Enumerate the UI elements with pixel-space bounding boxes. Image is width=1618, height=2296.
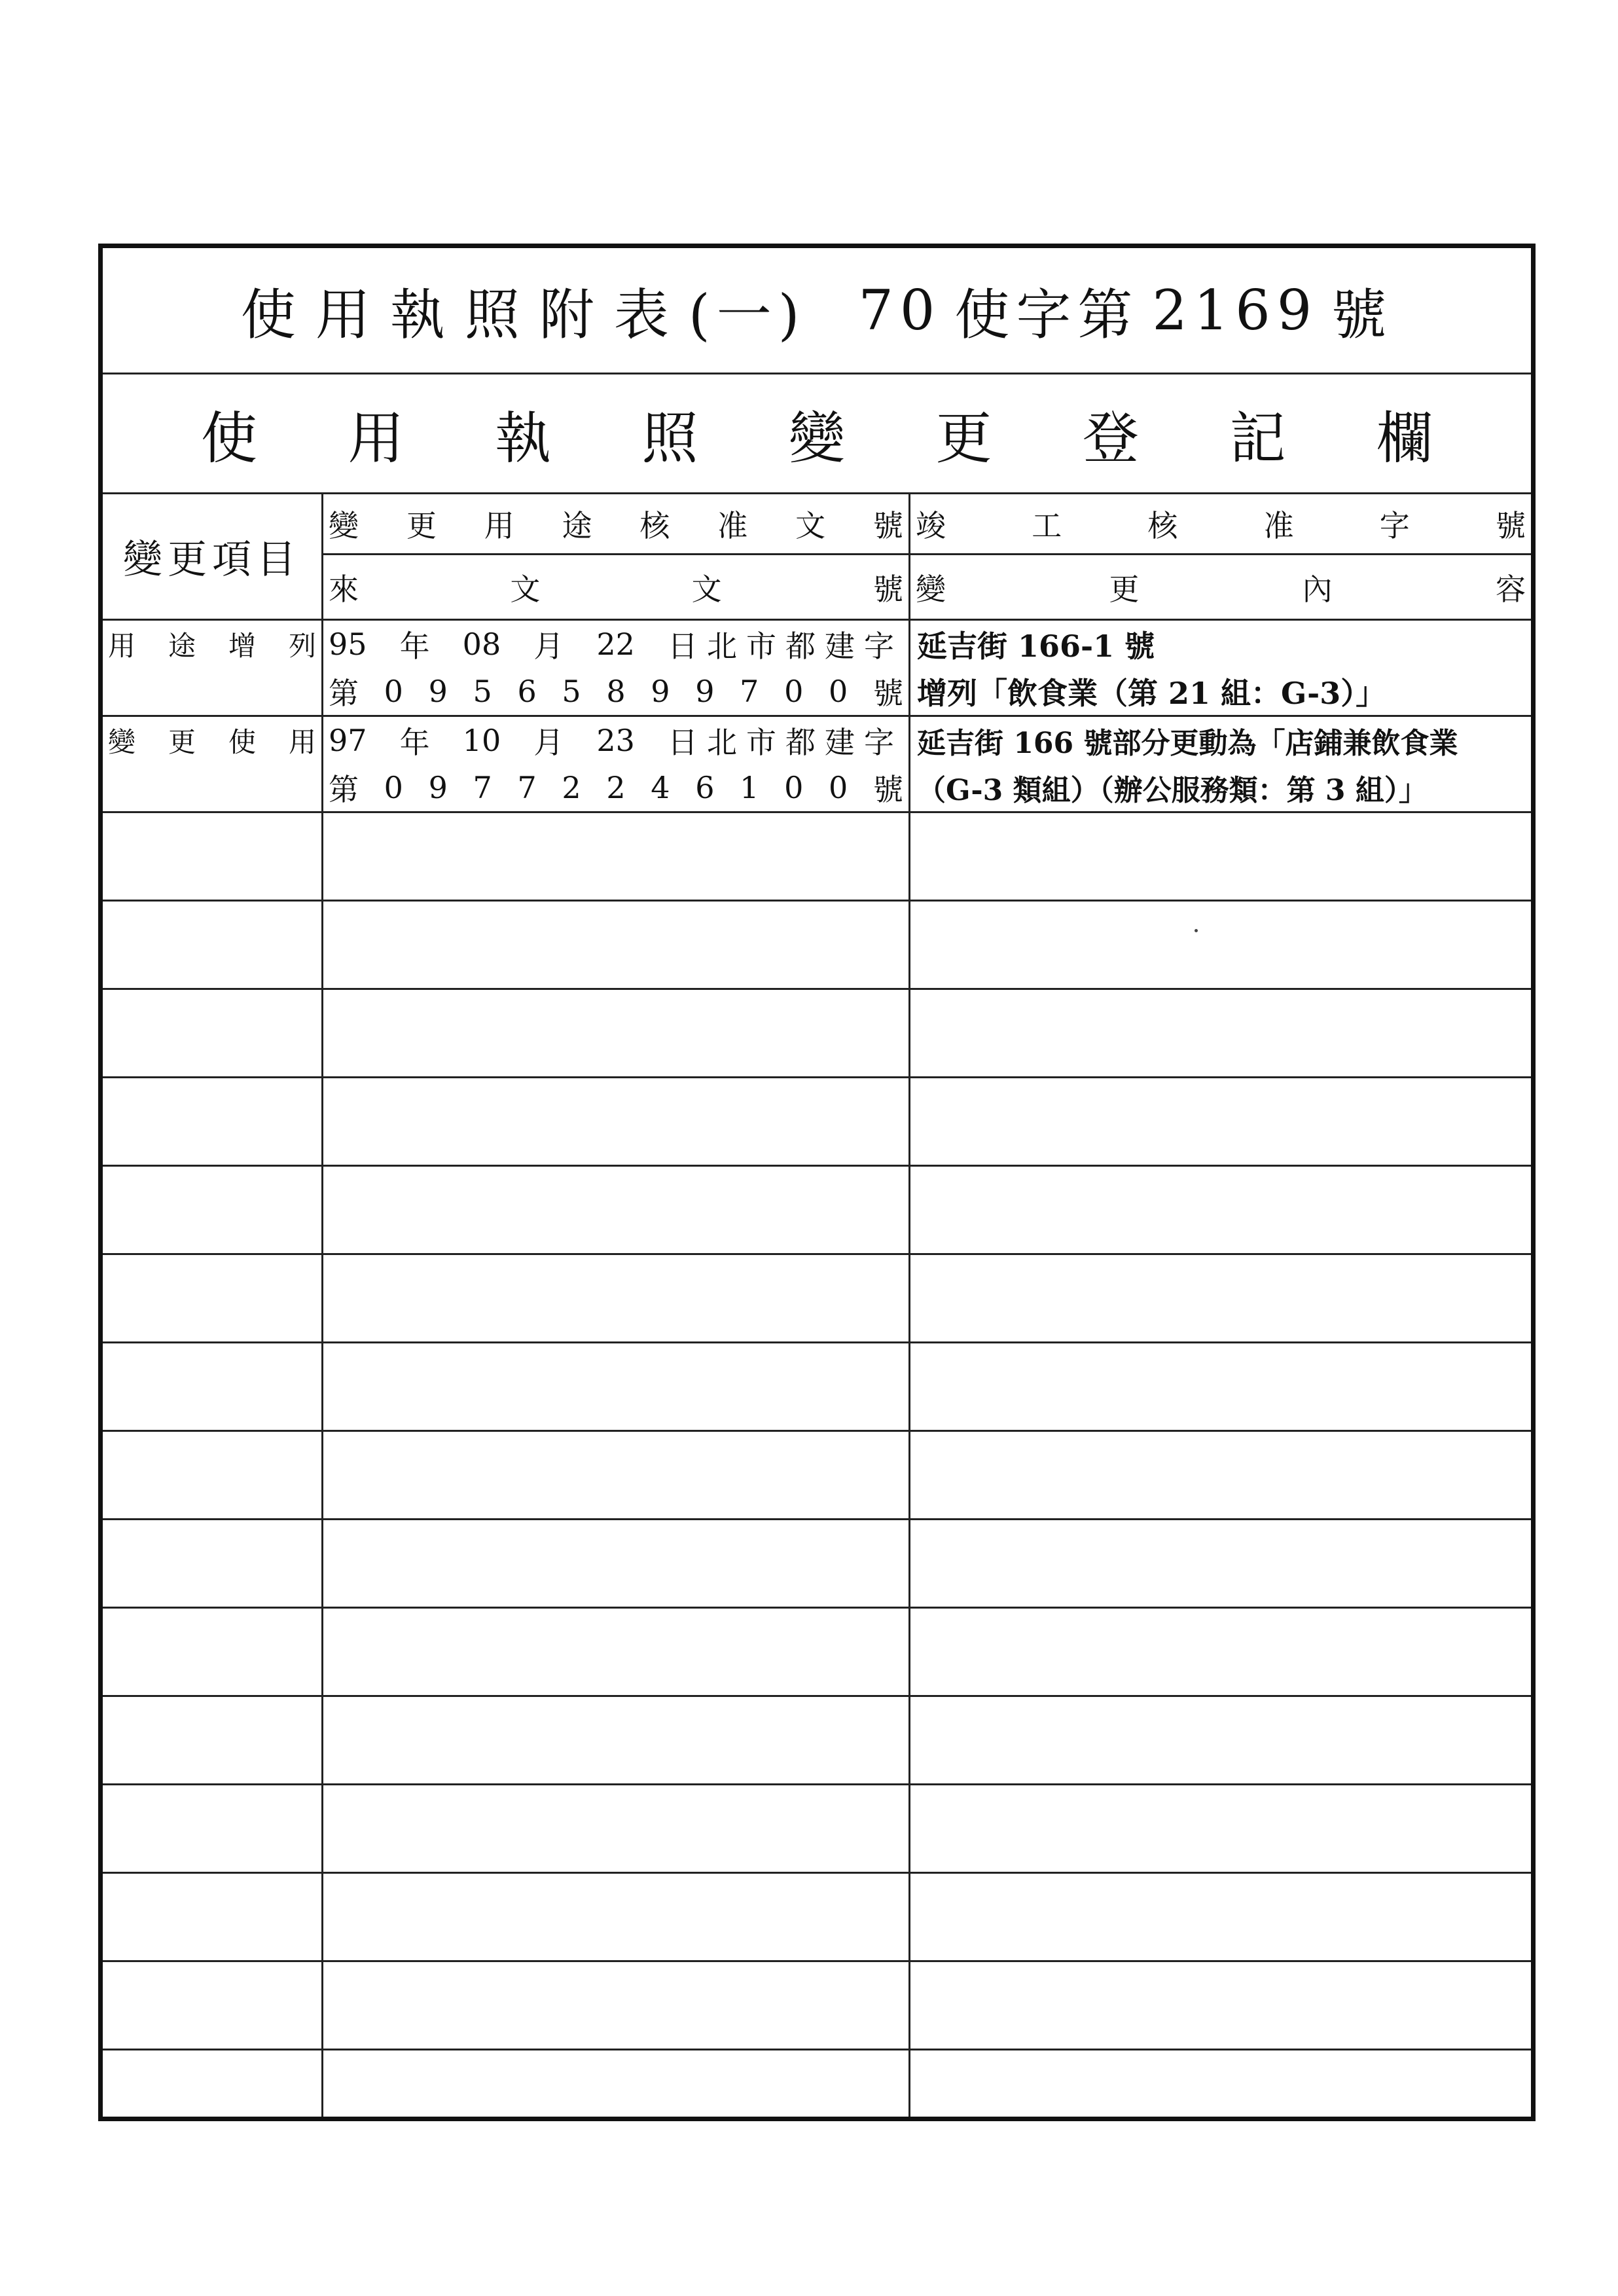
entry-number-digit: 1: [740, 770, 759, 805]
header-char: 核: [1147, 508, 1178, 543]
entry-doc-number: [323, 668, 908, 715]
row-divider: [103, 1076, 1531, 1078]
column-divider: [321, 492, 323, 2117]
entry-number-digit: 5: [473, 674, 492, 709]
header-char: 准: [717, 508, 748, 543]
entry-number-digit: 7: [473, 770, 492, 805]
license-number: 2169: [1152, 278, 1319, 342]
title-char: 使: [240, 282, 302, 347]
header-char: 途: [562, 508, 592, 543]
header-char: 變: [916, 571, 946, 607]
entry-item-char: 列: [288, 630, 316, 662]
header-char: 字: [1379, 508, 1410, 543]
header-char: 核: [639, 508, 670, 543]
entry-number-digit: 0: [784, 770, 804, 805]
row-divider: [103, 619, 1531, 621]
entry-number-digit: 0: [384, 674, 403, 709]
subtitle-char: 使: [201, 406, 257, 471]
entry-date-part: 95: [329, 627, 367, 662]
entry-item-char: 使: [228, 726, 256, 758]
header-char: 號: [1495, 508, 1526, 543]
entry-number-digit: 2: [562, 770, 581, 805]
header-char: 容: [1495, 571, 1526, 607]
column-header-content: [910, 555, 1531, 619]
entry-number-digit: 7: [740, 674, 759, 709]
title-char: 表: [613, 282, 675, 347]
entry-date-part: 月: [533, 629, 564, 664]
title-char: 照: [464, 282, 526, 347]
subtitle-char: 用: [348, 406, 404, 471]
header-char: 號: [872, 508, 903, 543]
row-divider: [103, 900, 1531, 902]
row-divider: [103, 1253, 1531, 1255]
scan-speck: [1195, 929, 1198, 932]
entry-number-digit: 9: [428, 770, 448, 805]
entry-item-char: 增: [228, 630, 256, 662]
entry-number-digit: 9: [651, 674, 670, 709]
header-char: 准: [1263, 508, 1294, 543]
entry-number-digit: 5: [562, 674, 581, 709]
entry-number-digit: 號: [872, 676, 903, 711]
row-divider: [103, 1695, 1531, 1697]
column-header-item: 變更項目: [123, 537, 301, 583]
entry-number-digit: 6: [695, 770, 715, 805]
entry-number-digit: 9: [695, 674, 715, 709]
row-divider: [103, 715, 1531, 717]
row-divider: [103, 1165, 1531, 1167]
subtitle-char: 執: [495, 406, 551, 471]
entry-item-char: 途: [168, 630, 196, 662]
entry-number-digit: 第: [329, 772, 359, 807]
column-header-completion: [910, 494, 1531, 553]
entry-item-char: 用: [288, 726, 316, 758]
row-divider: [103, 1960, 1531, 1962]
entry-item-char: 用: [108, 630, 136, 662]
title-char: 使字第: [954, 282, 1140, 347]
entry-content-line: 延吉街 166 號部分更動為「店鋪兼飲食業: [917, 727, 1458, 760]
entry-number-digit: 7: [517, 770, 537, 805]
row-divider: [103, 988, 1531, 990]
header-char: 用: [484, 508, 514, 543]
entry-date-part: 年: [399, 629, 430, 664]
entry-content-line: 延吉街 166-1 號: [917, 629, 1155, 664]
entry-date-part: 10: [462, 723, 501, 758]
row-divider: [103, 1872, 1531, 1874]
title-char: 執: [389, 282, 452, 347]
entry-item-char: 變: [108, 726, 136, 758]
subtitle-char: 照: [641, 406, 698, 471]
entry-number-digit: 0: [829, 674, 848, 709]
subtitle-char: 欄: [1376, 406, 1433, 471]
header-char: 更: [1109, 571, 1140, 607]
subtitle-char: 登: [1083, 406, 1139, 471]
column-header-approval-doc: [323, 494, 908, 553]
header-char: 文: [691, 571, 722, 607]
entry-item: [103, 717, 321, 764]
entry-date: [323, 717, 908, 764]
entry-number-digit: 4: [651, 770, 670, 805]
entry-date-part: 23: [596, 723, 635, 758]
license-year: 70: [858, 278, 942, 342]
row-divider: [103, 811, 1531, 813]
entry-number-digit: 8: [606, 674, 626, 709]
entry-number-digit: 0: [829, 770, 848, 805]
title-char: (一): [688, 282, 806, 347]
header-split-line: [321, 553, 1531, 555]
entry-date-part: 22: [596, 627, 635, 662]
title-char: 附: [539, 282, 601, 347]
header-char: 變: [329, 508, 359, 543]
entry-number-digit: 0: [384, 770, 403, 805]
entry-number-digit: 號: [872, 772, 903, 807]
header-char: 號: [872, 571, 903, 607]
header-char: 來: [329, 571, 359, 607]
entry-date: [323, 621, 908, 668]
row-divider: [103, 1341, 1531, 1343]
title-char: 號: [1331, 282, 1393, 347]
subtitle-char: 記: [1229, 406, 1286, 471]
usage-license-form: [98, 244, 1536, 2121]
header-char: 內: [1302, 571, 1333, 607]
row-divider: [103, 1518, 1531, 1520]
form-subtitle: [201, 374, 1433, 492]
entry-item: [103, 621, 321, 668]
entry-doc-number: [323, 764, 908, 811]
title-char: 用: [315, 282, 377, 347]
header-char: 更: [406, 508, 437, 543]
entry-content-line: （G-3 類組）（辦公服務類：第 3 組）」: [917, 774, 1428, 807]
header-char: 竣: [916, 508, 946, 543]
entry-number-digit: 6: [517, 674, 537, 709]
entry-number-digit: 9: [428, 674, 448, 709]
entry-date-part: 08: [462, 627, 501, 662]
subtitle-char: 變: [789, 406, 845, 471]
entry-number-digit: 2: [606, 770, 626, 805]
form-title: [103, 248, 1531, 373]
entry-number-digit: 0: [784, 674, 804, 709]
entry-date-part: 月: [533, 725, 564, 760]
header-char: 工: [1032, 508, 1062, 543]
entry-item-char: 更: [168, 726, 196, 758]
column-header-incoming-doc: [323, 555, 908, 619]
row-divider: [103, 2049, 1531, 2050]
entry-content-line: 增列「飲食業（第 21 組：G-3）」: [917, 676, 1386, 711]
entry-number-digit: 第: [329, 676, 359, 711]
header-char: 文: [510, 571, 541, 607]
entry-date-part: 日北市都建字: [667, 725, 903, 760]
entry-date-part: 97: [329, 723, 367, 758]
column-divider: [908, 492, 910, 2117]
row-divider: [103, 1430, 1531, 1432]
subtitle-char: 更: [935, 406, 992, 471]
header-char: 文: [795, 508, 826, 543]
entry-date-part: 日北市都建字: [667, 629, 903, 664]
row-divider: [103, 1783, 1531, 1785]
entry-date-part: 年: [399, 725, 430, 760]
row-divider: [103, 1607, 1531, 1609]
